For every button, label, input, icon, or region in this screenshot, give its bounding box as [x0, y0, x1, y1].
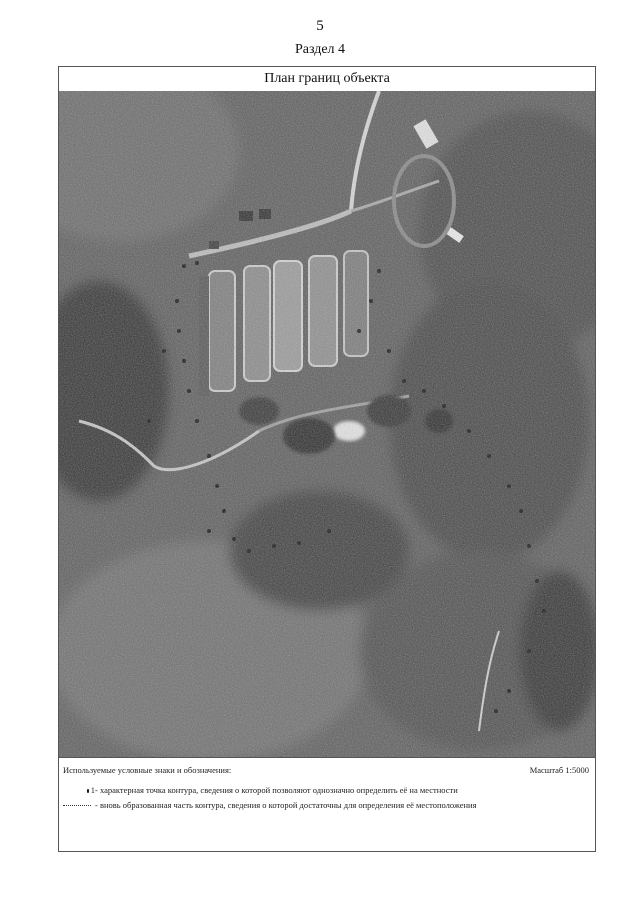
dotted-line-icon: [63, 805, 91, 806]
map-canvas: [59, 91, 595, 757]
legend-item-text: - вновь образованная часть контура, сведения о которой достаточны для определения её местоположения: [95, 800, 477, 810]
legend-item-point: [63, 785, 583, 796]
page-number: 5: [316, 18, 324, 34]
legend-heading: Используемые условные знаки и обозначения:: [63, 765, 232, 775]
plan-title: План границ объекта: [59, 67, 595, 92]
point-marker-icon: [87, 789, 89, 793]
legend-item-line: [63, 800, 583, 811]
map-scale: Масштаб 1:5000: [529, 765, 589, 775]
section-title: Раздел 4: [294, 42, 346, 57]
satellite-map[interactable]: [59, 91, 595, 757]
image-grain: [59, 91, 595, 757]
plan-frame: [58, 66, 596, 852]
legend-item-text: - характерная точка контура, сведения о которой позволяют однозначно определить её на местности: [95, 785, 458, 795]
legend: [59, 757, 595, 852]
point-number: 1: [90, 785, 95, 795]
